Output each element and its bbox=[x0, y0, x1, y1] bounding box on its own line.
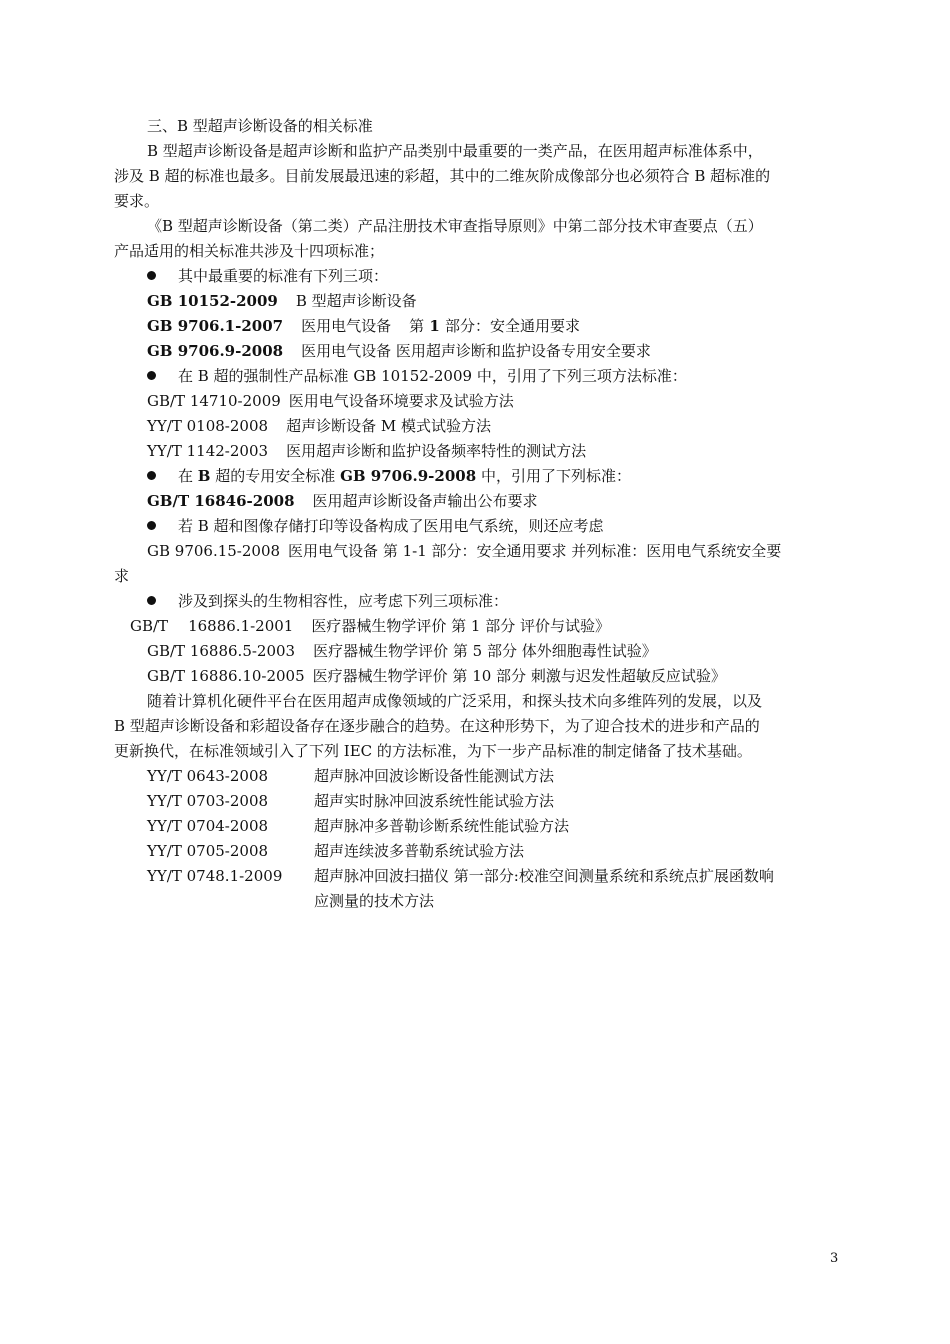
bullet-dot-icon bbox=[147, 596, 156, 605]
bullet-item bbox=[147, 366, 687, 386]
standard-title: 超声脉冲多普勒诊断系统性能试验方法 bbox=[314, 817, 570, 835]
bullet-text: 在 bbox=[178, 467, 194, 485]
standard-title: 超声脉冲回波扫描仪 第一部分:校准空间测量系统和系统点扩展函数响 bbox=[314, 867, 774, 885]
section-heading: 三、B 型超声诊断设备的相关标准 bbox=[147, 117, 373, 135]
standard-entry bbox=[147, 416, 491, 436]
standard-code: YY/T 0108-2008 bbox=[147, 417, 269, 435]
bullet-text: 中，引用了下列标准： bbox=[480, 467, 631, 485]
standard-code: YY/T 1142-2003 bbox=[147, 442, 269, 460]
standard-code: GB/T 14710-2009 bbox=[147, 392, 281, 410]
standard-title: 医疗器械生物学评价 第 5 部分 体外细胞毒性试验》 bbox=[313, 642, 657, 660]
standard-code: GB 10152-2009 bbox=[147, 292, 278, 310]
standard-entry bbox=[147, 866, 774, 886]
standard-title: 医用电气设备 第 1-1 部分：安全通用要求 并列标准：医用电气系统安全要 bbox=[288, 542, 782, 560]
standard-entry bbox=[147, 541, 781, 561]
standard-code: YY/T 0703-2008 bbox=[147, 792, 269, 810]
standard-title: 超声连续波多普勒系统试验方法 bbox=[314, 842, 525, 860]
standard-title-wrap: 求 bbox=[114, 567, 130, 585]
standard-title: B 型超声诊断设备 bbox=[295, 292, 417, 310]
standard-code: YY/T 0643-2008 bbox=[147, 767, 269, 785]
standard-title: 医疗器械生物学评价 第 10 部分 刺激与迟发性超敏反应试验》 bbox=[312, 667, 726, 685]
standard-title: 医用电气设备 bbox=[301, 317, 392, 335]
standard-entry bbox=[147, 641, 657, 661]
standard-title: 医用电气设备 医用超声诊断和监护设备专用安全要求 bbox=[301, 342, 651, 360]
standard-entry bbox=[147, 291, 417, 311]
standard-code: GB 9706.15-2008 bbox=[147, 542, 281, 560]
bullet-text: 涉及到探头的生物相容性，应考虑下列三项标准： bbox=[178, 592, 509, 610]
standard-title: 1 bbox=[429, 317, 440, 335]
paragraph-line: 涉及 B 超的标准也最多。目前发展最迅速的彩超，其中的二维灰阶成像部分也必须符合 B 超标准的 bbox=[114, 167, 771, 185]
standard-entry bbox=[130, 616, 610, 636]
bullet-item bbox=[147, 466, 631, 486]
standard-entry bbox=[147, 666, 726, 686]
standard-entry bbox=[147, 841, 524, 861]
standard-title-wrap: 应测量的技术方法 bbox=[314, 892, 435, 910]
bullet-text: GB 9706.9-2008 bbox=[340, 467, 477, 485]
standard-title: 部分：安全通用要求 bbox=[445, 317, 581, 335]
standard-entry bbox=[147, 391, 514, 411]
standard-entry bbox=[147, 441, 586, 461]
standard-code: GB 9706.9-2008 bbox=[147, 342, 284, 360]
paragraph-line: 更新换代，在标准领域引入了下列 IEC 的方法标准，为下一步产品标准的制定储备了技术基础。 bbox=[114, 742, 752, 760]
standard-title: 超声诊断设备 M 模式试验方法 bbox=[286, 417, 491, 435]
bullet-dot-icon bbox=[147, 271, 156, 280]
standard-entry bbox=[147, 341, 651, 361]
bullet-text: 超的专用安全标准 bbox=[215, 467, 336, 485]
standard-title: 医用超声诊断设备声输出公布要求 bbox=[312, 492, 538, 510]
standard-title: 医用电气设备环境要求及试验方法 bbox=[288, 392, 514, 410]
standard-code: GB/T 16886.5-2003 bbox=[147, 642, 296, 660]
standard-entry bbox=[147, 791, 554, 811]
paragraph-line: 随着计算机化硬件平台在医用超声成像领域的广泛采用，和探头技术向多维阵列的发展，以及 bbox=[147, 692, 763, 710]
paragraph-line: B 型超声诊断设备和彩超设备存在逐步融合的趋势。在这种形势下，为了迎合技术的进步和产品的 bbox=[114, 717, 760, 735]
standard-title: 医用超声诊断和监护设备频率特性的测试方法 bbox=[286, 442, 587, 460]
bullet-text: 在 B 超的强制性产品标准 GB 10152-2009 中，引用了下列三项方法标准： bbox=[178, 367, 687, 385]
standard-entry bbox=[147, 816, 569, 836]
standard-title: 第 bbox=[409, 317, 425, 335]
bullet-dot-icon bbox=[147, 471, 156, 480]
standard-code: YY/T 0705-2008 bbox=[147, 842, 269, 860]
standard-code: GB 9706.1-2007 bbox=[147, 317, 284, 335]
standard-code: GB/T 16886.10-2005 bbox=[147, 667, 305, 685]
standard-code: YY/T 0748.1-2009 bbox=[147, 867, 283, 885]
standard-entry bbox=[147, 491, 538, 511]
paragraph-line: 《B 型超声诊断设备（第二类）产品注册技术审查指导原则》中第二部分技术审查要点（五） bbox=[147, 217, 763, 235]
bullet-dot-icon bbox=[147, 371, 156, 380]
standard-entry bbox=[147, 766, 554, 786]
paragraph-line: 产品适用的相关标准共涉及十四项标准； bbox=[114, 242, 385, 260]
paragraph-line: B 型超声诊断设备是超声诊断和监护产品类别中最重要的一类产品，在医用超声标准体系中， bbox=[147, 142, 763, 160]
bullet-text: B bbox=[197, 467, 211, 485]
standard-code: GB/T bbox=[130, 617, 169, 635]
page-number: 3 bbox=[830, 1251, 839, 1266]
bullet-text: 若 B 超和图像存储打印等设备构成了医用电气系统，则还应考虑 bbox=[178, 517, 604, 535]
standard-title: 超声脉冲回波诊断设备性能测试方法 bbox=[314, 767, 555, 785]
standard-title: 医疗器械生物学评价 第 1 部分 评价与试验》 bbox=[311, 617, 610, 635]
standard-code: GB/T 16846-2008 bbox=[147, 492, 295, 510]
bullet-item bbox=[147, 591, 508, 611]
paragraph-line: 要求。 bbox=[114, 192, 160, 210]
bullet-text: 其中最重要的标准有下列三项： bbox=[178, 267, 389, 285]
standard-title: 超声实时脉冲回波系统性能试验方法 bbox=[314, 792, 555, 810]
bullet-dot-icon bbox=[147, 521, 156, 530]
standard-code: 16886.1-2001 bbox=[188, 617, 294, 635]
bullet-item bbox=[147, 516, 604, 536]
standard-code: YY/T 0704-2008 bbox=[147, 817, 269, 835]
standard-entry bbox=[147, 316, 580, 336]
bullet-item bbox=[147, 266, 388, 286]
